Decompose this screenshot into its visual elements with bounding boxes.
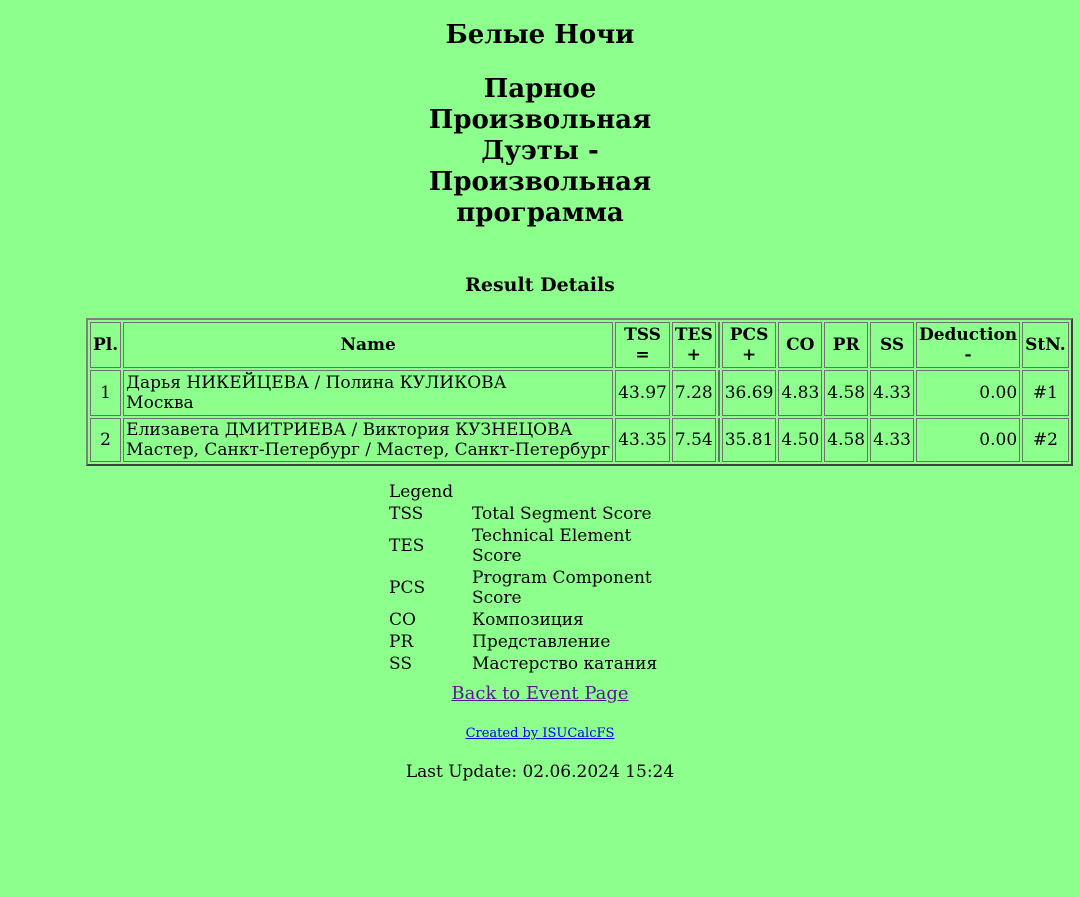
legend-abbr: CO (389, 610, 416, 630)
category-line: Произвольная (428, 105, 652, 135)
skater-club: Мастер, Санкт-Петербург / Мастер, Санкт-Петербург (126, 440, 611, 460)
cell-name (123, 370, 613, 416)
header-pcs-sign: + (741, 345, 757, 365)
legend-abbr: PR (389, 632, 414, 652)
legend-item (387, 503, 684, 525)
last-update: Last Update: 02.06.2024 15:24 (405, 762, 675, 782)
cell-pr: 4.58 (824, 418, 868, 462)
header-pcs (722, 322, 777, 368)
header-tss-sign: = (635, 345, 650, 365)
cell-pr: 4.58 (824, 370, 868, 416)
section-title: Result Details (465, 274, 615, 296)
header-deduction (916, 322, 1020, 368)
header-tes (672, 322, 716, 368)
cell-stn: #2 (1022, 418, 1069, 462)
cell-tes: 7.54 (672, 418, 716, 462)
legend-item (387, 653, 684, 675)
category-line: Произвольная (428, 167, 652, 197)
legend-abbr: PCS (389, 578, 426, 598)
skater-names: Елизавета ДМИТРИЕВА / Виктория КУЗНЕЦОВА (126, 420, 573, 440)
header-tes-sign: + (686, 345, 701, 365)
cell-co: 4.50 (778, 418, 822, 462)
header-separator (718, 322, 720, 368)
cell-tes: 7.28 (672, 370, 716, 416)
legend-item (387, 567, 684, 609)
legend-abbr: SS (389, 654, 412, 674)
legend-item (387, 525, 684, 567)
cell-co: 4.83 (778, 370, 822, 416)
header-tss-label: TSS (624, 325, 661, 345)
cell-name (123, 418, 613, 462)
cell-deduction: 0.00 (916, 418, 1020, 462)
table-row (90, 418, 1069, 462)
header-stn: StN. (1022, 322, 1069, 368)
header-ss: SS (870, 322, 914, 368)
cell-stn: #1 (1022, 370, 1069, 416)
table-row (90, 370, 1069, 416)
header-pr: PR (824, 322, 868, 368)
category-line: программа (456, 198, 624, 228)
created-by-container (0, 725, 1080, 743)
created-by-link[interactable]: Created by ISUCalcFS (465, 726, 615, 741)
header-tss (615, 322, 670, 368)
legend-desc: Композиция (472, 610, 584, 630)
header-pcs-label: PCS (729, 325, 769, 345)
legend-desc: Total Segment Score (472, 504, 652, 524)
event-title: Белые Ночи (445, 20, 635, 50)
back-to-event-link[interactable]: Back to Event Page (451, 683, 629, 704)
legend-desc: Technical Element Score (472, 526, 632, 566)
legend-abbr: TSS (389, 504, 424, 524)
back-link-container (0, 682, 1080, 706)
cell-pl: 2 (90, 418, 121, 462)
legend-item (387, 609, 684, 631)
cell-deduction: 0.00 (916, 370, 1020, 416)
results-table (86, 318, 1073, 466)
category-line: Дуэты - (481, 136, 599, 166)
skater-names: Дарья НИКЕЙЦЕВА / Полина КУЛИКОВА (126, 373, 507, 393)
cell-pl: 1 (90, 370, 121, 416)
header-row (90, 322, 1069, 368)
legend-table (387, 481, 684, 675)
cell-ss: 4.33 (870, 418, 914, 462)
header-pl: Pl. (90, 322, 121, 368)
skater-club: Москва (126, 393, 194, 413)
legend-title-row (387, 481, 684, 503)
legend-desc: Мастерство катания (472, 654, 658, 674)
header-name: Name (123, 322, 613, 368)
category-line: Парное (483, 74, 597, 104)
cell-pcs: 36.69 (722, 370, 777, 416)
cell-tss: 43.97 (615, 370, 670, 416)
legend-abbr: TES (389, 536, 425, 556)
header-deduction-sign: - (964, 345, 972, 365)
cell-pcs: 35.81 (722, 418, 777, 462)
legend-desc: Представление (472, 632, 611, 652)
header-tes-label: TES (674, 325, 713, 345)
legend-title: Legend (389, 482, 454, 502)
legend-item (387, 631, 684, 653)
category-title (390, 74, 690, 229)
cell-separator (718, 370, 720, 416)
legend-desc: Program Component Score (472, 568, 652, 608)
header-co: CO (778, 322, 822, 368)
cell-separator (718, 418, 720, 462)
cell-ss: 4.33 (870, 370, 914, 416)
header-deduction-label: Deduction (918, 325, 1018, 345)
cell-tss: 43.35 (615, 418, 670, 462)
